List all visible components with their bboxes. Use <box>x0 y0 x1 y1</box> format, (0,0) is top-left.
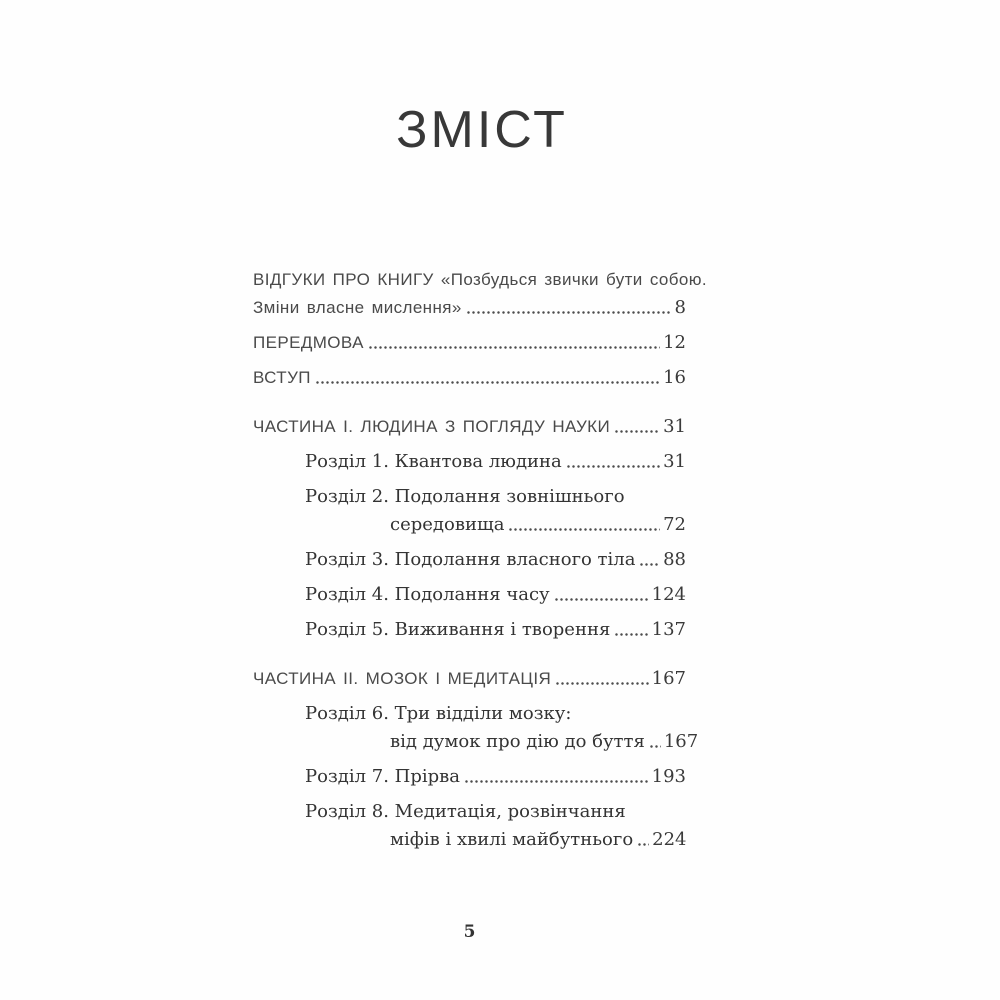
toc-entry <box>253 266 708 322</box>
dot-leader <box>508 511 660 539</box>
toc-entry-text: від думок про дію до буття <box>390 731 645 752</box>
toc-page-number: 31 <box>663 416 686 437</box>
dot-leader <box>464 763 649 791</box>
toc-entry <box>253 700 699 756</box>
toc-page-number: 31 <box>663 451 686 472</box>
toc-entry-text: ЧАСТИНА ІІ. МОЗОК І МЕДИТАЦІЯ <box>253 669 552 688</box>
toc-entry-row <box>390 826 686 854</box>
toc-entry <box>253 798 686 854</box>
toc-entry <box>253 329 686 357</box>
toc-page-number: 167 <box>663 731 699 752</box>
toc-entry-line: ВІДГУКИ ПРО КНИГУ «Позбудься звички бути собою. <box>253 270 708 289</box>
dot-leader <box>554 581 649 609</box>
dot-leader <box>614 413 660 441</box>
toc-entry-row <box>253 413 686 441</box>
toc-entry-line: Розділ 2. Подолання зовнішнього <box>305 486 625 507</box>
dot-leader <box>637 826 649 854</box>
toc-entry-text: ЧАСТИНА І. ЛЮДИНА З ПОГЛЯДУ НАУКИ <box>253 417 611 436</box>
toc-entry-row <box>305 546 686 574</box>
toc-entry <box>253 763 686 791</box>
toc-entry-row <box>253 665 686 693</box>
dot-leader <box>614 616 648 644</box>
toc-entry-row <box>253 329 686 357</box>
dot-leader <box>639 546 660 574</box>
toc-entry-row <box>390 728 699 756</box>
toc-entry-row <box>390 511 686 539</box>
toc-entry-text: Розділ 1. Квантова людина <box>305 451 562 472</box>
toc-part-heading <box>253 413 686 441</box>
folio-page-number: 5 <box>463 922 476 942</box>
toc-page-number: 137 <box>651 619 686 640</box>
toc-entry-text: Зміни власне мислення» <box>253 298 462 317</box>
toc-entry-text: Розділ 7. Прірва <box>305 766 461 787</box>
toc-page-number: 167 <box>651 668 686 689</box>
toc-page-number: 124 <box>651 584 686 605</box>
toc-entry <box>253 448 686 476</box>
toc-entry-row <box>305 616 686 644</box>
toc-page-number: 193 <box>651 766 686 787</box>
toc-entry-row <box>305 581 686 609</box>
table-of-contents <box>253 266 708 861</box>
toc-entry-row <box>305 448 686 476</box>
toc-entry-text: міфів і хвилі майбутнього <box>390 829 634 850</box>
toc-entry <box>253 483 686 539</box>
toc-entry <box>253 546 686 574</box>
toc-entry-text: середовища <box>390 514 505 535</box>
toc-page-number: 88 <box>663 549 686 570</box>
toc-page-number: 8 <box>674 297 686 318</box>
toc-entry <box>253 364 686 392</box>
dot-leader <box>566 448 660 476</box>
page-title: ЗМІСТ <box>396 101 568 159</box>
toc-entry-row <box>253 364 686 392</box>
toc-entry-text: Розділ 4. Подолання часу <box>305 584 550 605</box>
dot-leader <box>555 665 648 693</box>
toc-entry-text: ВСТУП <box>253 368 311 387</box>
toc-entry-text: ПЕРЕДМОВА <box>253 333 364 352</box>
toc-entry-row <box>253 294 686 322</box>
toc-entry <box>253 616 686 644</box>
toc-entry-text: Розділ 5. Виживання і творення <box>305 619 611 640</box>
dot-leader <box>649 728 661 756</box>
toc-page-number: 72 <box>663 514 686 535</box>
dot-leader <box>315 364 660 392</box>
dot-leader <box>368 329 660 357</box>
toc-page-number: 16 <box>663 367 686 388</box>
toc-entry <box>253 581 686 609</box>
toc-page-number: 224 <box>652 829 687 850</box>
toc-entry-row <box>305 763 686 791</box>
toc-page-number: 12 <box>663 332 686 353</box>
toc-part-heading <box>253 665 686 693</box>
toc-entry-text: Розділ 3. Подолання власного тіла <box>305 549 636 570</box>
dot-leader <box>466 294 672 322</box>
toc-entry-line: Розділ 8. Медитація, розвінчання <box>305 801 626 822</box>
toc-entry-line: Розділ 6. Три відділи мозку: <box>305 703 572 724</box>
